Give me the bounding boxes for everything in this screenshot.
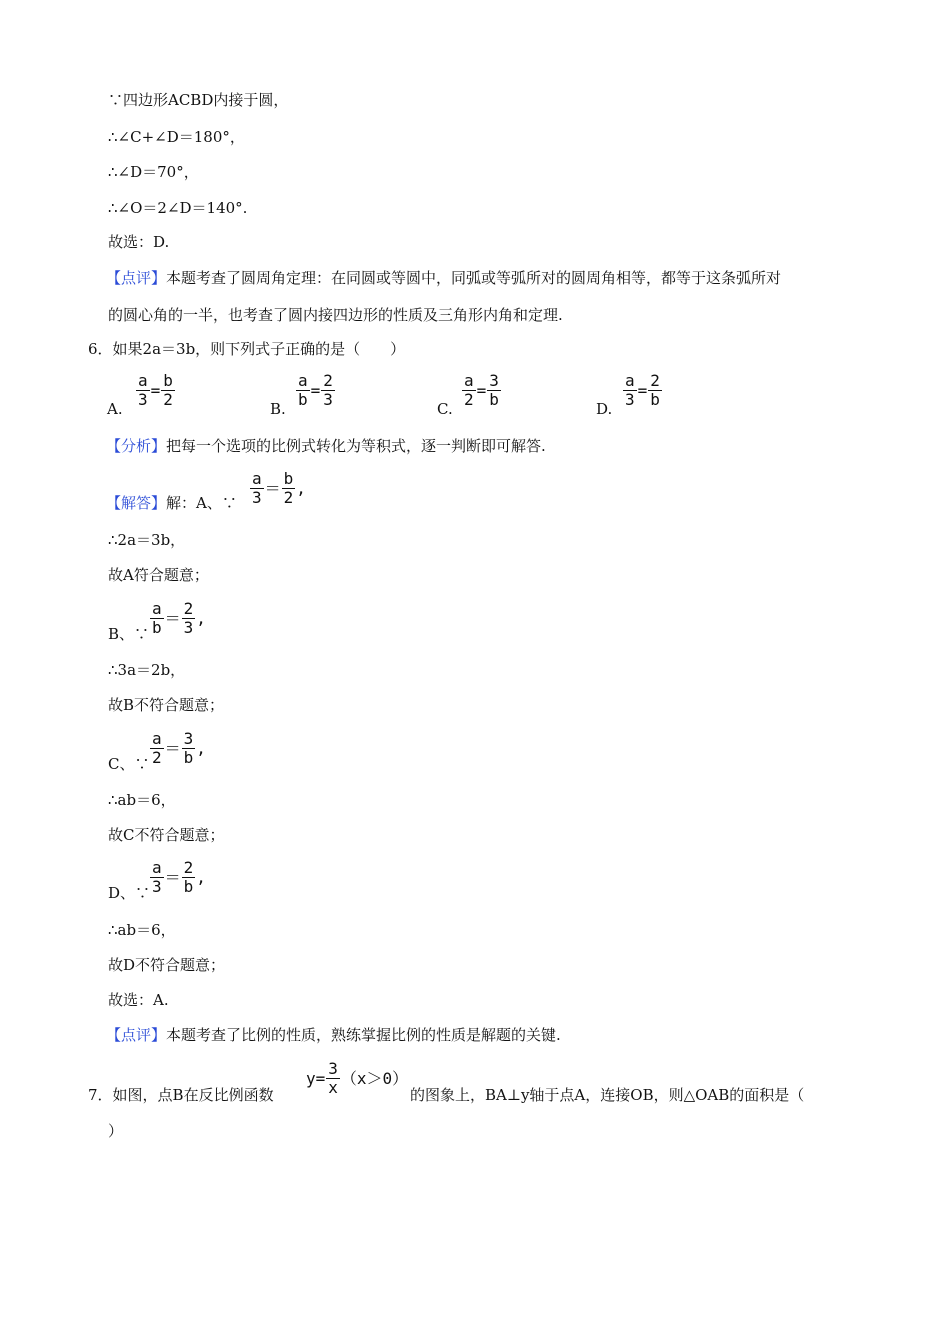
option-b-label: B. <box>270 400 286 418</box>
solution-line-1: ∵四边形ACBD内接于圆， <box>108 91 289 109</box>
answer-c-then: ∴ab＝6， <box>108 791 176 809</box>
review-tag-q6: 【点评】 <box>106 1026 167 1044</box>
review-text: 本题考查了圆周角定理：在同圆或等圆中，同弧或等弧所对的圆周角相等，都等于这条弧所对 <box>166 269 782 287</box>
option-a-expression: $\frac{a}{3}$ = $\frac{b}{2}$ <box>138 371 173 409</box>
question-6-stem: 6．如果2a＝3b，则下列式子正确的是（ ） <box>88 340 406 358</box>
option-c-expression: $\frac{a}{2}$ = $\frac{3}{b}$ <box>464 371 499 409</box>
review-paragraph-q6 <box>106 1025 561 1045</box>
solution-choice: 故选：D. <box>108 233 170 251</box>
review-paragraph-line-1 <box>106 268 781 288</box>
analysis-tag: 【分析】 <box>106 437 167 455</box>
review-paragraph-line-2: 的圆心角的一半，也考查了圆内接四边形的性质及三角形内角和定理. <box>108 306 563 324</box>
answer-c-prefix: C、∵ <box>108 755 150 773</box>
option-a-label: A. <box>107 400 123 418</box>
analysis-paragraph <box>106 436 546 456</box>
answer-b-expression: $\frac{a}{b}$ ＝ $\frac{2}{3}$ , <box>152 599 206 637</box>
analysis-text: 把每一个选项的比例式转化为等积式，逐一判断即可解答. <box>166 437 546 455</box>
option-d-label: D. <box>596 400 613 418</box>
question-7-stem-b: 的图象上，BA⊥y轴于点A，连接OB，则△OAB的面积是（ <box>410 1086 805 1104</box>
review-tag: 【点评】 <box>106 269 167 287</box>
answer-d-verdict: 故D不符合题意； <box>108 956 226 974</box>
answer-d-then: ∴ab＝6， <box>108 921 176 939</box>
solution-line-2: ∴∠C+∠D＝180°， <box>108 128 245 146</box>
question-7-stem-c: ） <box>108 1122 124 1140</box>
question-7-function: y= $\frac{3}{x}$ （x＞0） <box>306 1059 409 1097</box>
option-c-label: C. <box>437 400 453 418</box>
answer-a-verdict: 故A符合题意； <box>108 566 209 584</box>
answer-tag: 【解答】 <box>106 494 167 512</box>
solution-line-4: ∴∠O＝2∠D＝140°. <box>108 199 248 217</box>
answer-d-expression: $\frac{a}{3}$ ＝ $\frac{2}{b}$ , <box>152 858 206 896</box>
solution-line-3: ∴∠D＝70°， <box>108 163 199 181</box>
answer-a-expression: $\frac{a}{3}$ ＝ $\frac{b}{2}$ , <box>252 469 306 507</box>
answer-b-then: ∴3a＝2b， <box>108 661 186 679</box>
answer-d-prefix: D、∵ <box>108 884 151 902</box>
answer-intro: 【解答】解：A、∵ <box>106 494 237 512</box>
answer-b-prefix: B、∵ <box>108 625 150 643</box>
answer-c-verdict: 故C不符合题意； <box>108 826 225 844</box>
option-d-expression: $\frac{a}{3}$ = $\frac{2}{b}$ <box>625 371 660 409</box>
answer-c-expression: $\frac{a}{2}$ ＝ $\frac{3}{b}$ , <box>152 729 206 767</box>
question-7-stem-a: 7．如图，点B在反比例函数 <box>88 1086 274 1104</box>
answer-choice: 故选：A. <box>108 991 169 1009</box>
answer-a-then: ∴2a＝3b， <box>108 531 186 549</box>
review-text-q6: 本题考查了比例的性质，熟练掌握比例的性质是解题的关键. <box>166 1026 561 1044</box>
option-b-expression: $\frac{a}{b}$ = $\frac{2}{3}$ <box>298 371 333 409</box>
answer-b-verdict: 故B不符合题意； <box>108 696 225 714</box>
